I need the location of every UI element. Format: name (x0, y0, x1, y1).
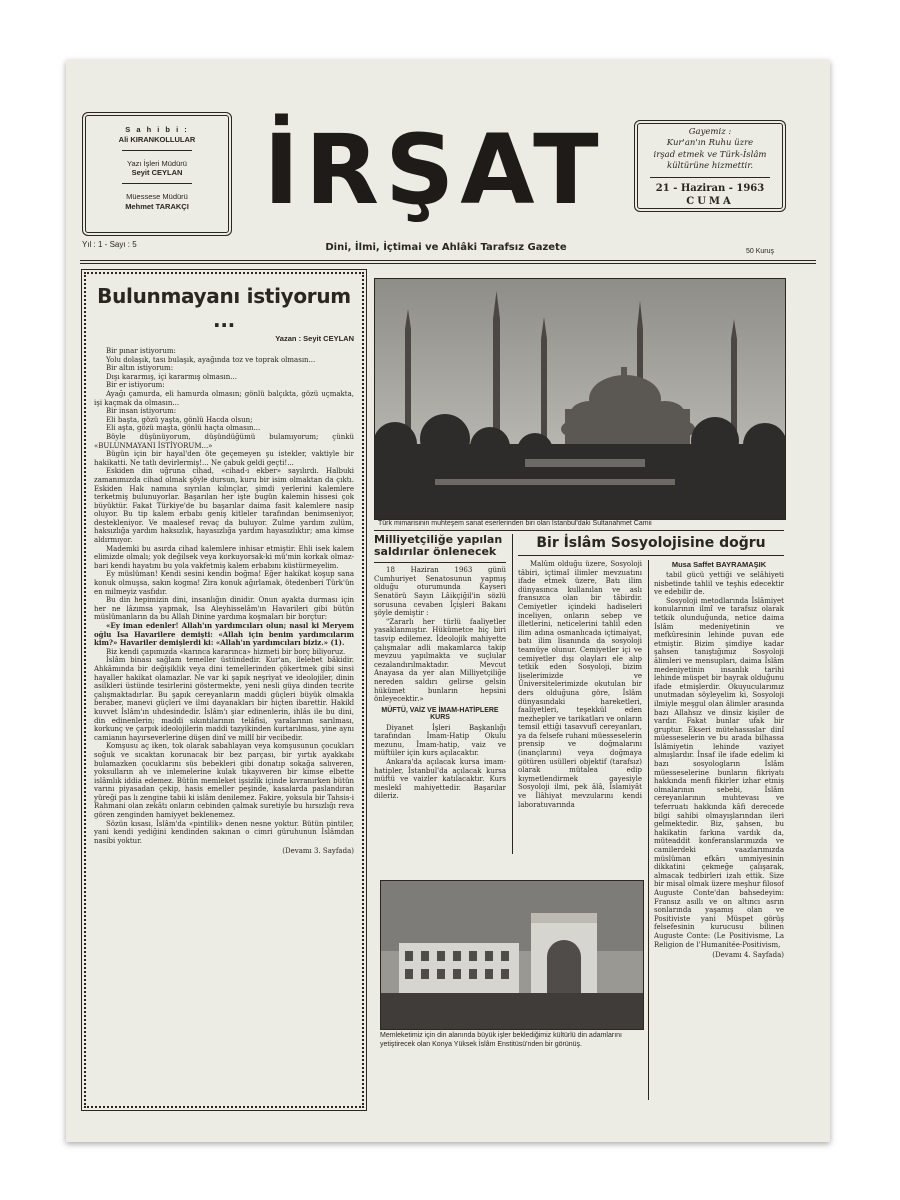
owner-name: Ali KIRANKOLLULAR (118, 134, 196, 144)
motto-box (634, 120, 786, 212)
middle-article-headline: Milliyetçiliğe yapılan saldırılar önlenecek (374, 534, 503, 559)
institute-photo (380, 880, 644, 1030)
column-divider-2 (648, 560, 649, 1100)
left-article (84, 272, 364, 1108)
editor-label: Yazı İşleri Müdürü (127, 158, 187, 168)
paragraph: «Ey iman edenler! Allah'ın yardımcıları olun; nasıl ki Meryem oğlu Isa Havarilere demişti: «Allah için benim yardımcılarım kim?» Havariler demişlerdi ki: «Allah'ın yardımcıları biziz.» (1). (94, 621, 354, 648)
motto-line-4: kültürüne hizmettir. (666, 161, 754, 172)
right-article-col-a (518, 560, 642, 860)
institute-illustration (381, 881, 643, 1029)
paragraph: Yolu dolaşık, tası bulaşık, ayağında toz ve toprak olmasın... (106, 355, 316, 364)
paragraph: Ankara'da açılacak kursa imam-hatipler, İstanbul'da açılacak kursa müftü ve vaizler katılacaktır. Kurs meslekî mahiyettedir. Başarılar dileriz. (374, 758, 506, 801)
manager-label: Müessese Müdürü (126, 192, 188, 201)
right-article (518, 536, 784, 556)
middle-article-subhead: MÜFTÜ, VAİZ VE İMAM-HATİPLERE KURS (381, 706, 499, 721)
masthead-title: İRŞAT (263, 114, 605, 226)
right-article-continued: (Devamı 4. Sayfada) (712, 951, 784, 960)
mosque-photo-caption: Türk mimarisinin muhteşem sanat eserlerinden biri olan İstanbul'daki Sultanahmet Camii (378, 520, 652, 527)
left-article-headline: Bulunmayanı istiyorum ... (97, 284, 351, 332)
mosque-illustration (375, 279, 785, 519)
paragraph: 18 Haziran 1963 günü Cumhuriyet Senatosunun yapmış olduğu oturumunda Kayseri Senatörü Sayın Lâikçiğil'in sözlü sorusuna cevaben İçişleri Bakanı şöyle demiştir : (374, 566, 506, 618)
paragraph: Diyanet İşleri Başkanlığı tarafından İmam-Hatip Okulu mezunu, İmam-hatip, vaiz ve müftüler için kurs açılacaktır. (374, 723, 506, 758)
paragraph: Sözün kısası, İslâm'da «pintilik» denen nesne yoktur. Bütün pintiler, yani kendi yediğini kendinden sakınan o cimri güruhunun İslâmdan nasibi yoktur. (94, 819, 354, 845)
paragraph: İslâm binası sağlam temeller üstündedir. Kur'an, ilelebet bâkidir. Ahkâmında bir değişiklik veya dini temellerinden çökertmek gibi sinsi hayaller hakikat olamazlar. Ne var ki şapık neşriyat ve ideolojiler, dinin asilkleri üstünde tesirlerini göstermekte, yeni nesli güya dinden tecrite çalışmaktadırlar. Bu şapık cereyanların maddi güçleri büyük olmakla beraber, manevi güçleri ve ilmi dayanakları bir hiçten ibarettir. Hakikî kuvvet İslâm'ın uhdesindedir. İslâm'ı şiar edinenlerin, ihlâs ile bu dini, din edinenlerin; maddi sıkıntılarının telâfisi, yaralarının sarılması, korkunç ve çarpık ideolojilerin maddi tazyikinden kurtarılması, yine aynı camianın hayırseverlerine düşen dinî ve millî bir vecibedir. (94, 656, 354, 742)
owner-info-box (82, 112, 232, 236)
paragraph: Bir insan istiyorum: (106, 407, 177, 416)
paragraph: "Zararlı her türlü faaliyetler yasaklanmıştır. Hükümetce hiç biri tasvip edilemez. İdeolojik mahiyette çalışmalar adli makamlarca takip mevzuu yapılmakta ve suçlular cezalandırılmaktadır. Mevcut Anayasa da yer alan Milliyetçiliğe nereden saldırı gelirse gelsin hükümet bunların hepsini önleyecektir.» (374, 617, 506, 704)
price: 50 Kuruş (746, 248, 775, 255)
mosque-photo (374, 278, 786, 520)
motto-line-1: Gayemiz : (688, 127, 732, 137)
issue-date: 21 - Haziran - 1963 (655, 182, 765, 194)
left-article-continued: (Devamı 3. Sayfada) (282, 847, 354, 856)
paragraph: Ayağı çamurda, eli hamurda olmasın; gönlü balçıkta, gözü uçmakta, işi kaçmak da olmasın... (94, 389, 354, 407)
owner-label: S a h i b i : (125, 125, 189, 134)
left-article-body (94, 347, 354, 845)
manager-name: Mehmet TARAKÇI (125, 201, 189, 211)
paragraph: Sosyoloji metodlarında İslâmiyet konularının ilmî ve tarafsız olarak tetkik olunduğunda, netice daima İslâm medeniyetinin ve mefkûresinin lehinde puvan ede etmiştir. Bizim şimdiye kadar şahsen tanıştığımız Sosyoloji âlimleri ve mensupları, daima İslâm medeniyetinin insanlık tarihi lehinde müspet bir bayrak olduğunu ifade etmişlerdir. Okuyucularımız unutmadan söyleyelim ki, Sosyoloji ilmiyle meşgul olan âlimler arasında bazı Allahsız ve dinsiz kişiler de vardır. Fakat bunlar ufak bir gruptur. Ekseri mütehassıslar dinî müesseselerin ve bu arada bilhassa İslâmiyetin lehinde vaziyet almışlardır. İnsaf ile ifade edelim ki bazı sosyologların İslâm müesseselerine bunların fikriyatı hakkında menfi fikirler izhar etmiş olmalarının sebebi, İslâm cereyanlarının muhtevası ve teferruatı hakkında kâfi derecede bilgi sahibi olmayışlarından ileri gelmektedir. Biz, şahsen, bu hakikatin farkına vardık da, müteaddit konferanslarımızda ve camilerdeki vaazlarımızda müslüman efkârı ummiyesinin dikkatini çekmeğe çalışarak, almacak tedbirleri izah ettik. Size bir misal olmak üzere meşhur filosof Auguste Conte'dan bahsedeyim: Fransız asıllı ve on altıncı asrın sonlarında yaşamış olan ve Positiviste yani Müspet görüş felsefesinin kurucusu bilinen Auguste Conte: (Le Positivisme, La Religion de l'Humanitée-Positivism, (654, 596, 784, 949)
paragraph: Biz kendi çapımızda «karınca kararınca» hizmeti bir borç biliyoruz. (106, 647, 346, 656)
paragraph: Malûm olduğu üzere, Sosyoloji tâbiri, içtimaî ilimler mevzuatını ifade etmek üzere, Batı ilim dünyasınca kullanılan ve aslı fransızca olan bir tâbirdir. Cemiyetler içindeki hadiseleri inceliyen, onların sebep ve illetlerini, neticelerini tahlil eden ilim adına osmanlıcada içtimaiyat, batı ilim lisanında da sosyoloji teamüye olunur. Cemiyetler içi ve cemiyetler dışı olayları ele alıp tetkik eden Sosyoloji, bizim liselerimizde ve Üniversitelerimizde okutulan bir ders olduğuna göre, İslâm dünyasındaki hareketleri, faaliyetleri, teşekkül eden mezhepler ve tarikatları ve onların temsil ettiği tasavvufî cereyanları, ya da felsefe ruhani müesseselerin prensip ve doğmalarını (inançlarını) veya doğmaya götüren usülleri objektif (tarafsız) olarak mütalea edip kıymetlendirmek gayesiyle Sosyoloji ilmi, pek âlâ, İslamiyât ve İlâhiyat mevzularını kendi laboratuvarında (518, 560, 642, 809)
paragraph: Bir er istiyorum: (106, 381, 165, 390)
column-divider (512, 534, 513, 854)
paragraph: Eli aşta, gözü maşta, gönlü haçta olmasın... (106, 424, 261, 433)
paragraph: tabil gücü yettiği ve selâhiyeti nisbetinde tahlil ve teşhis edecektir ve edebilir de. (654, 571, 784, 597)
middle-article-body (374, 566, 506, 704)
middle-article-body-2 (374, 724, 506, 801)
masthead-rule (80, 260, 816, 261)
paragraph: Komşusu aç iken, tok olarak sabahlayan veya komşusunun çocukları soğuk ve sıcaktan korunacak bir bez parçası, bir yırtık ayakkabı bulamazken çocuklarını süs bebekleri gibi donatıp sokağa salıveren, yoksulların ah ve inlemelerine kulak tıkayıveren bir kimse elbette islâmlık iddia edemez. Bütün memleket işsizlik içinde kıvranırken bütün varını piyasadan çekip, hasis emeller peşinde, kasalarda paslandıran yüreği pas lı zengine tabii ki islâm denilemez. Fakire, yoksula bir Tahsis-i Rahmani olan zekâtı onların cebinden çalmak suretiyle bu hırsızlığı reva gören zenginden hamiyyet beklenemez. (94, 742, 354, 820)
left-article-byline: Yazan : Seyit CEYLAN (275, 334, 354, 343)
motto-line-3: irşad etmek ve Türk-İslâm (653, 149, 767, 160)
paragraph: Eli başta, gözü yaşta, gönlü Hacda olsun; (106, 415, 253, 424)
paragraph: Böyle düşünüyorum, düşündüğümü bulamıyorum; çünkü «BULUNMAYANI İSTİYORUM...» (94, 432, 354, 450)
issue-day: CUMA (686, 196, 734, 208)
paragraph: Bu din hepimizin dini, insanlığın dinidir. Onun ayakta durması için her ne lâzımsa yapmak, Isa Aleyhisselâm'ın Havarileri gibi bütün müslümanların da bu Allah Dinine yardıma koşmaları bir borçtur: (94, 596, 354, 622)
editor-name: Seyit CEYLAN (131, 168, 183, 178)
paragraph: Bir pınar istiyorum: (106, 347, 176, 355)
paragraph: Eskiden din uğruna cihad, «cihad-ı ekber» sayılırdı. Halbuki zamanımızda cihad olmak şöyle dursun, kuru bir isim olmaktan da çıktı. Eskiden Hak namına sıyrılan kılınçlar, şimdi yerlerini kalemlere terketmiş bulunuyorlar. Başarılan her işte bugün kalemin hissesi çok büyüktür. Fakat Türkiye'de bu başarılar daima fasit kalemlere nasip oluyor. Bu tip kalem erbabı geniş kitleler tarafından benimseniyor, destekleniyor. Ve maalesef revaç da buluyor. Zulme yardım zulüm, haksızlığa yardım haksızlık, hayasızlığa yardım hayasızlıktır; ama kimse aldırmıyor. (94, 467, 354, 545)
masthead-rule-2 (80, 263, 816, 264)
right-article-headline: Bir İslâm Sosyolojisine doğru (536, 535, 766, 551)
photo-rule (374, 530, 784, 531)
newspaper-page (66, 60, 830, 1142)
paragraph: Ey müslüman! Kendi sesini kendin boğma! Eğer hakikat koşup sana konuk olmuşsa, sakın kogma! Zira konuk ağırlamak, ötedenberi Türk'ün en milmeyiz vasfıdır. (94, 570, 354, 596)
right-article-byline: Musa Saffet BAYRAMAŞIK (671, 560, 767, 569)
issue-number: Yıl : 1 - Sayı : 5 (82, 240, 137, 249)
paragraph: Bügün için bir hayal'den öte geçemeyen şu istekler, vaktiyle bir hakikatti. Ne tatlı devirlermiş!... Ne çabuk geldi geçti!... (94, 450, 354, 467)
masthead-tagline: Dini, İlmi, İçtimai ve Ahlâki Tarafsız Gazete (325, 242, 567, 253)
institute-photo-caption: Memleketimiz için din alanında büyük işler beklediğimiz kültürlü din adamlarını yetiştirecek olan Konya Yüksek İslâm Enstitüsü'nden bir görünüş. (380, 1032, 622, 1048)
paragraph: Dışı kararmış, içi kararmış olmasın... (106, 372, 237, 381)
paragraph: Bir altın istiyorum: (106, 364, 174, 373)
motto-line-2: Kur'an'ın Ruhu üzre (666, 138, 754, 149)
paragraph: Mademki bu asırda cihad kalemlere inhisar etmiştir. Ehli isek kalem elimizde olmalı; yok değilsek veya korkuyorsak-ki mü'min korkak olmaz-bari kendi hayatını bu yola vakfetmiş kalem erbabını küstürmeyelim. (94, 544, 354, 570)
right-article-col-b (654, 560, 784, 1108)
